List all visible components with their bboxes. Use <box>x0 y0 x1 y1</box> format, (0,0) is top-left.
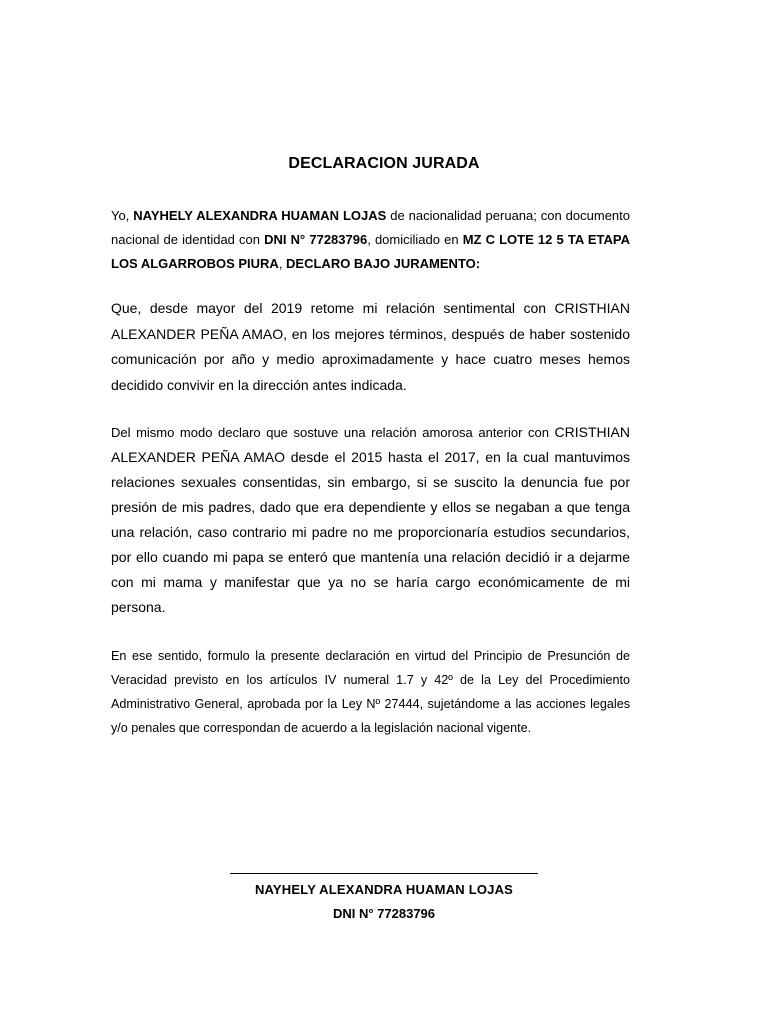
document-title: DECLARACION JURADA <box>288 155 480 172</box>
previous-relationship-body: CRISTHIAN ALEXANDER PEÑA AMAO desde el 2015 hasta el 2017, en la cual mantuvimos relaciones sexuales consentidas, sin embargo, si se suscito la denuncia fue por presión de mis padres, dado que era dependiente y ellos se negaban a que tenga una relación, caso contrario mi padre no me proporcionaría estudios secundarios, por ello cuando mi papa se enteró que mantenía una relación decidió ir a dejarme con mi mama y manifestar que ya no se haría cargo económicamente de mi persona. <box>111 424 630 615</box>
declaration-statement: DECLARO BAJO JURAMENTO: <box>286 256 481 271</box>
paragraph-previous-relationship <box>111 420 630 620</box>
signature-name: NAYHELY ALEXANDRA HUAMAN LOJAS <box>254 882 514 897</box>
declarant-address: MZ C LOTE 12 5 TA ETAPA LOS ALGARROBOS PIURA <box>111 232 630 271</box>
paragraph-identity <box>111 204 630 276</box>
signature-dni: DNI N° 77283796 <box>332 906 436 921</box>
identity-nationality: de nacionalidad peruana; con documento nacional de identidad con <box>111 208 631 247</box>
signature-line <box>230 873 538 874</box>
identity-intro: Yo, <box>111 208 134 223</box>
previous-relationship-intro: Del mismo modo declaro que sostuve una relación amorosa anterior con <box>111 425 555 440</box>
paragraph-legal-basis: En ese sentido, formulo la presente declaración en virtud del Principio de Presunción de Veracidad previsto en los artículos IV numeral 1.7 y 42º de la Ley del Procedimiento Administrativo General, aprobada por la Ley Nº 27444, sujetándome a las acciones legales y/o penales que correspondan de acuerdo a la legislación nacional vigente. <box>111 649 630 735</box>
identity-domicile: , domiciliado en <box>367 232 463 247</box>
declarant-name: NAYHELY ALEXANDRA HUAMAN LOJAS <box>133 208 387 223</box>
paragraph-relationship: Que, desde mayor del 2019 retome mi relación sentimental con CRISTHIAN ALEXANDER PEÑA AMAO, en los mejores términos, después de haber sostenido comunicación por año y medio aproximadamente y hace cuatro meses hemos decidido convivir en la dirección antes indicada. <box>111 300 630 393</box>
identity-separator: , <box>278 256 287 271</box>
declarant-dni: DNI N° 77283796 <box>264 232 368 247</box>
